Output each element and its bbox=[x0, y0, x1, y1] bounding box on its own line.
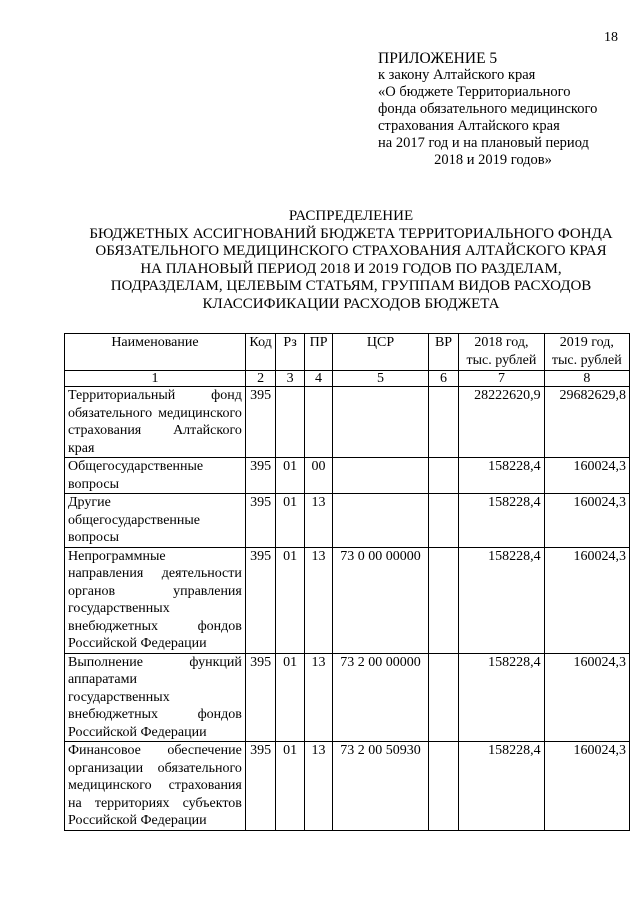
header-code: Код bbox=[245, 334, 275, 371]
table-row bbox=[65, 547, 630, 653]
row-csr: 73 2 00 00000 bbox=[333, 653, 429, 742]
row-csr: 73 0 00 00000 bbox=[333, 547, 429, 653]
row-vr bbox=[428, 387, 458, 458]
row-name: Выполнение функций аппаратами государственных внебюджетных фондов Российской Федерации bbox=[65, 653, 246, 742]
row-2019: 160024,3 bbox=[544, 494, 629, 548]
row-code: 395 bbox=[245, 742, 275, 831]
row-code: 395 bbox=[245, 458, 275, 494]
appendix-line: «О бюджете Территориального bbox=[378, 84, 571, 100]
appendix-line: страхования Алтайского края bbox=[378, 118, 560, 134]
title-line: НА ПЛАНОВЫЙ ПЕРИОД 2018 И 2019 ГОДОВ ПО РАЗДЕЛАМ, bbox=[140, 260, 562, 277]
row-name: Территориальный фонд обязательного медицинского страхования Алтайского края bbox=[65, 387, 246, 458]
page-number: 18 bbox=[604, 30, 618, 45]
row-pr: 13 bbox=[304, 742, 332, 831]
row-2018: 158228,4 bbox=[459, 547, 544, 653]
row-pr bbox=[304, 387, 332, 458]
row-csr bbox=[333, 387, 429, 458]
row-2019: 160024,3 bbox=[544, 742, 629, 831]
row-vr bbox=[428, 653, 458, 742]
title-line: КЛАССИФИКАЦИИ РАСХОДОВ БЮДЖЕТА bbox=[202, 295, 500, 312]
row-csr bbox=[333, 494, 429, 548]
row-pr: 13 bbox=[304, 653, 332, 742]
row-2018: 158228,4 bbox=[459, 494, 544, 548]
row-vr bbox=[428, 494, 458, 548]
row-rz: 01 bbox=[276, 547, 304, 653]
row-rz: 01 bbox=[276, 458, 304, 494]
table-header-row bbox=[65, 334, 630, 371]
row-vr bbox=[428, 742, 458, 831]
row-rz: 01 bbox=[276, 494, 304, 548]
row-2019: 29682629,8 bbox=[544, 387, 629, 458]
row-2018: 28222620,9 bbox=[459, 387, 544, 458]
table-row bbox=[65, 653, 630, 742]
header-2018: 2018 год, тыс. рублей bbox=[459, 334, 544, 371]
row-pr: 13 bbox=[304, 547, 332, 653]
budget-table bbox=[64, 333, 630, 831]
row-code: 395 bbox=[245, 547, 275, 653]
appendix-block bbox=[378, 50, 628, 169]
title-line: РАСПРЕДЕЛЕНИЕ bbox=[288, 208, 414, 224]
table-row bbox=[65, 494, 630, 548]
row-code: 395 bbox=[245, 494, 275, 548]
document-title bbox=[66, 208, 636, 314]
column-index: 8 bbox=[544, 371, 629, 387]
column-index: 5 bbox=[333, 371, 429, 387]
column-index: 7 bbox=[459, 371, 544, 387]
header-2019: 2019 год, тыс. рублей bbox=[544, 334, 629, 371]
row-csr bbox=[333, 458, 429, 494]
column-index: 3 bbox=[276, 371, 304, 387]
row-vr bbox=[428, 458, 458, 494]
row-rz bbox=[276, 387, 304, 458]
row-2019: 160024,3 bbox=[544, 547, 629, 653]
title-line: ПОДРАЗДЕЛАМ, ЦЕЛЕВЫМ СТАТЬЯМ, ГРУППАМ ВИДОВ РАСХОДОВ bbox=[110, 278, 592, 295]
row-pr: 00 bbox=[304, 458, 332, 494]
column-index: 4 bbox=[304, 371, 332, 387]
column-index-row bbox=[65, 371, 630, 387]
row-rz: 01 bbox=[276, 742, 304, 831]
appendix-heading: ПРИЛОЖЕНИЕ 5 bbox=[378, 50, 498, 67]
row-vr bbox=[428, 547, 458, 653]
table-row bbox=[65, 387, 630, 458]
header-vr: ВР bbox=[428, 334, 458, 371]
row-2019: 160024,3 bbox=[544, 653, 629, 742]
row-name: Общегосударственные вопросы bbox=[65, 458, 246, 494]
row-2019: 160024,3 bbox=[544, 458, 629, 494]
title-line: ОБЯЗАТЕЛЬНОГО МЕДИЦИНСКОГО СТРАХОВАНИЯ АЛТАЙСКОГО КРАЯ bbox=[95, 243, 607, 260]
header-csr: ЦСР bbox=[333, 334, 429, 371]
header-rz: Рз bbox=[276, 334, 304, 371]
row-2018: 158228,4 bbox=[459, 653, 544, 742]
header-pr: ПР bbox=[304, 334, 332, 371]
table-row bbox=[65, 742, 630, 831]
column-index: 6 bbox=[428, 371, 458, 387]
table-row bbox=[65, 458, 630, 494]
title-line: БЮДЖЕТНЫХ АССИГНОВАНИЙ БЮДЖЕТА ТЕРРИТОРИАЛЬНОГО ФОНДА bbox=[89, 225, 613, 242]
appendix-line: на 2017 год и на плановый период bbox=[378, 135, 589, 151]
appendix-line: к закону Алтайского края bbox=[378, 67, 536, 83]
appendix-line: 2018 и 2019 годов» bbox=[434, 152, 552, 168]
row-name: Финансовое обеспечение организации обязательного медицинского страхования на территориях субъектов Российской Федерации bbox=[65, 742, 246, 831]
column-index: 2 bbox=[245, 371, 275, 387]
row-2018: 158228,4 bbox=[459, 742, 544, 831]
row-code: 395 bbox=[245, 387, 275, 458]
header-name: Наименование bbox=[65, 334, 246, 371]
row-code: 395 bbox=[245, 653, 275, 742]
row-name: Непрограммные направления деятельности органов управления государственных внебюджетных фондов Российской Федерации bbox=[65, 547, 246, 653]
row-rz: 01 bbox=[276, 653, 304, 742]
row-2018: 158228,4 bbox=[459, 458, 544, 494]
row-name: Другие общегосударственные вопросы bbox=[65, 494, 246, 548]
row-csr: 73 2 00 50930 bbox=[333, 742, 429, 831]
column-index: 1 bbox=[65, 371, 246, 387]
row-pr: 13 bbox=[304, 494, 332, 548]
appendix-line: фонда обязательного медицинского bbox=[378, 101, 598, 117]
